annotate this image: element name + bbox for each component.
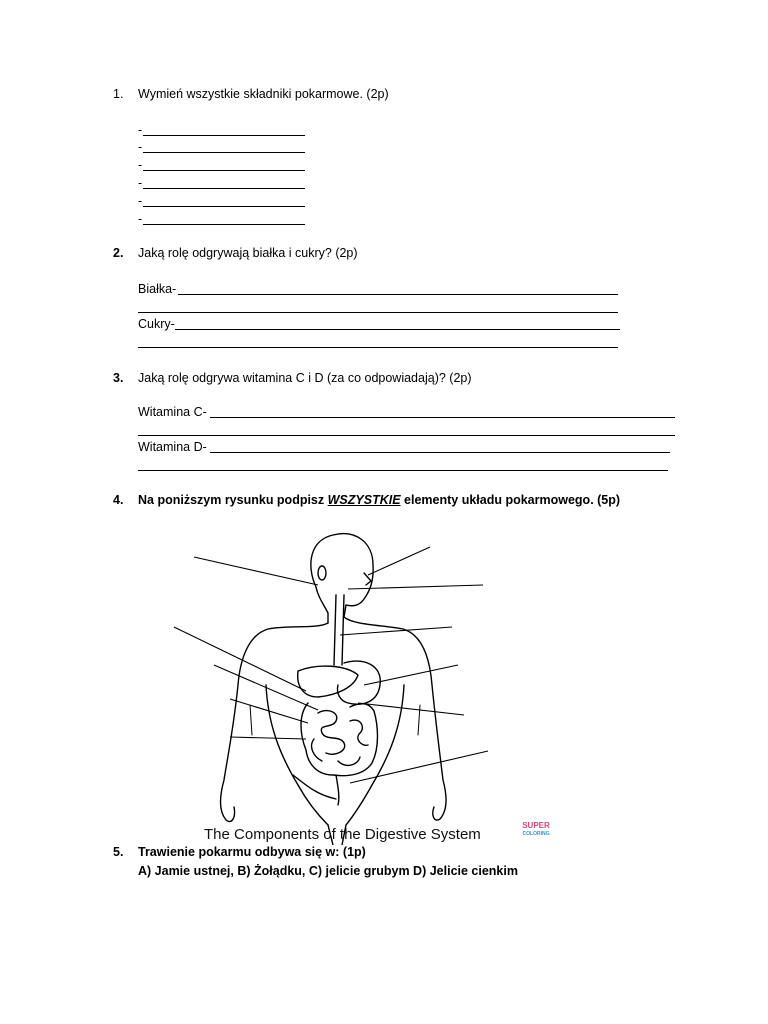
q2-number: 2. <box>113 246 124 260</box>
q2-label-bialka: Białka- <box>138 282 177 296</box>
q3-text <box>138 371 472 385</box>
q4-text-emph: WSZYSTKIE <box>327 493 401 507</box>
logo-line-1: SUPER <box>522 821 550 830</box>
q3-label-witamina-d: Witamina D- <box>138 440 207 454</box>
q1-blank-dash-4: - <box>138 176 143 190</box>
q3-text-b: (za co odpowiadają) <box>326 371 439 385</box>
q1-blank-dash-6: - <box>138 212 143 226</box>
figure-caption: The Components of the Digestive System <box>204 826 481 843</box>
q3-text-a: Jaką rolę odgrywa witamina C i D <box>138 371 324 385</box>
q3-blank-line-2[interactable] <box>138 435 675 436</box>
q2-text: Jaką rolę odgrywają białka i cukry? (2p) <box>138 246 358 260</box>
q5-text: Trawienie pokarmu odbywa się w: (1p) <box>138 845 366 859</box>
q3-text-c: ? (2p) <box>438 371 472 385</box>
q1-blank-line-3[interactable] <box>143 170 305 171</box>
q3-blank-line-3[interactable] <box>210 452 670 453</box>
q4-text-a: Na poniższym rysunku podpisz <box>138 493 325 507</box>
digestive-system-diagram <box>168 525 563 845</box>
q4-number: 4. <box>113 493 124 507</box>
q1-blank-dash-5: - <box>138 194 143 208</box>
q4-text <box>138 493 620 507</box>
q2-blank-line-2[interactable] <box>138 312 618 313</box>
q1-blank-line-6[interactable] <box>143 224 305 225</box>
q1-blank-line-1[interactable] <box>143 135 305 136</box>
q5-number: 5. <box>113 845 124 859</box>
q3-label-witamina-c: Witamina C- <box>138 405 207 419</box>
logo-line-2: COLORING <box>522 831 550 837</box>
q1-blank-dash-1: - <box>138 123 143 137</box>
q1-blank-line-4[interactable] <box>143 188 305 189</box>
q1-blank-line-5[interactable] <box>143 206 305 207</box>
super-coloring-logo <box>518 822 554 840</box>
q5-options: A) Jamie ustnej, B) Żołądku, C) jelicie grubym D) Jelicie cienkim <box>138 864 518 878</box>
q3-blank-line-1[interactable] <box>210 417 675 418</box>
q1-blank-dash-3: - <box>138 158 143 172</box>
q4-text-b: elementy układu pokarmowego. (5p) <box>404 493 621 507</box>
q1-blank-line-2[interactable] <box>143 152 305 153</box>
q1-number: 1. <box>113 87 124 101</box>
q2-blank-line-4[interactable] <box>138 347 618 348</box>
q2-label-cukry: Cukry- <box>138 317 175 331</box>
q1-blank-dash-2: - <box>138 140 143 154</box>
q3-blank-line-4[interactable] <box>138 470 668 471</box>
q2-blank-line-3[interactable] <box>175 329 620 330</box>
q1-text: Wymień wszystkie składniki pokarmowe. (2p) <box>138 87 389 101</box>
q2-blank-line-1[interactable] <box>178 294 618 295</box>
q3-number: 3. <box>113 371 124 385</box>
